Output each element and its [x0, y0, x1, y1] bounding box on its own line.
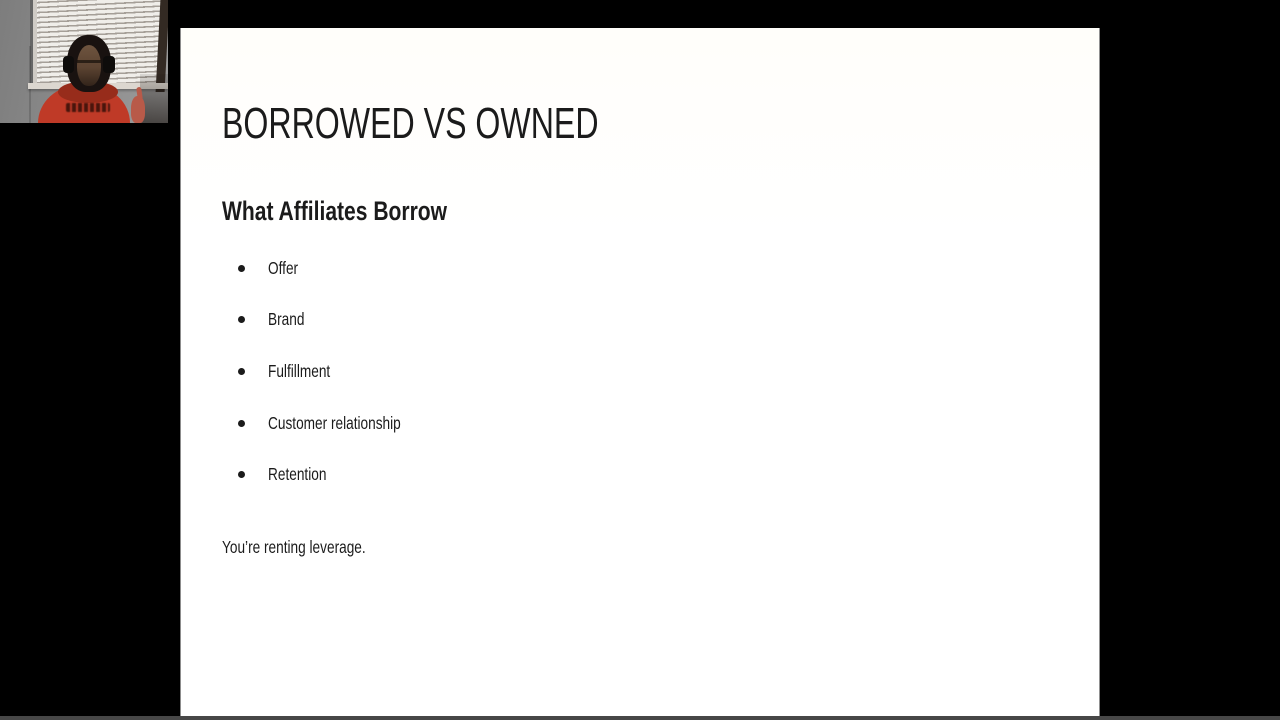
- bullet-dot: [238, 265, 245, 272]
- hoodie-print: [66, 103, 110, 112]
- bullet-label: Offer: [268, 257, 299, 278]
- bullet-label: Retention: [268, 464, 327, 485]
- bullet-dot: [238, 316, 245, 323]
- headphone-right-cup: [103, 56, 115, 73]
- bullet-dot: [238, 471, 245, 478]
- bullet-item: [238, 310, 738, 330]
- presenter-hand: [131, 96, 145, 123]
- headphone-left-cup: [63, 56, 74, 73]
- bullet-label: Customer relationship: [268, 412, 401, 433]
- webcam-feed: [0, 0, 168, 123]
- bullet-label: Brand: [268, 309, 305, 330]
- bullet-item: [238, 361, 738, 381]
- presenter-glasses: [77, 60, 101, 63]
- bullet-item: [238, 258, 738, 278]
- presentation-slide: [180, 28, 1100, 716]
- bullet-list: [238, 258, 738, 516]
- bullet-dot: [238, 420, 245, 427]
- bullet-dot: [238, 368, 245, 375]
- slide-heading: What Affiliates Borrow: [222, 196, 448, 226]
- bullet-label: Fulfillment: [268, 360, 331, 381]
- window-frame-left: [33, 0, 37, 86]
- bullet-item: [238, 413, 738, 433]
- frame-bottom-bar: [0, 716, 1280, 720]
- slide-title: BORROWED VS OWNED: [222, 99, 599, 148]
- bullet-item: [238, 465, 738, 485]
- presenter-face: [77, 45, 101, 86]
- closing-line: You’re renting leverage.: [222, 536, 366, 557]
